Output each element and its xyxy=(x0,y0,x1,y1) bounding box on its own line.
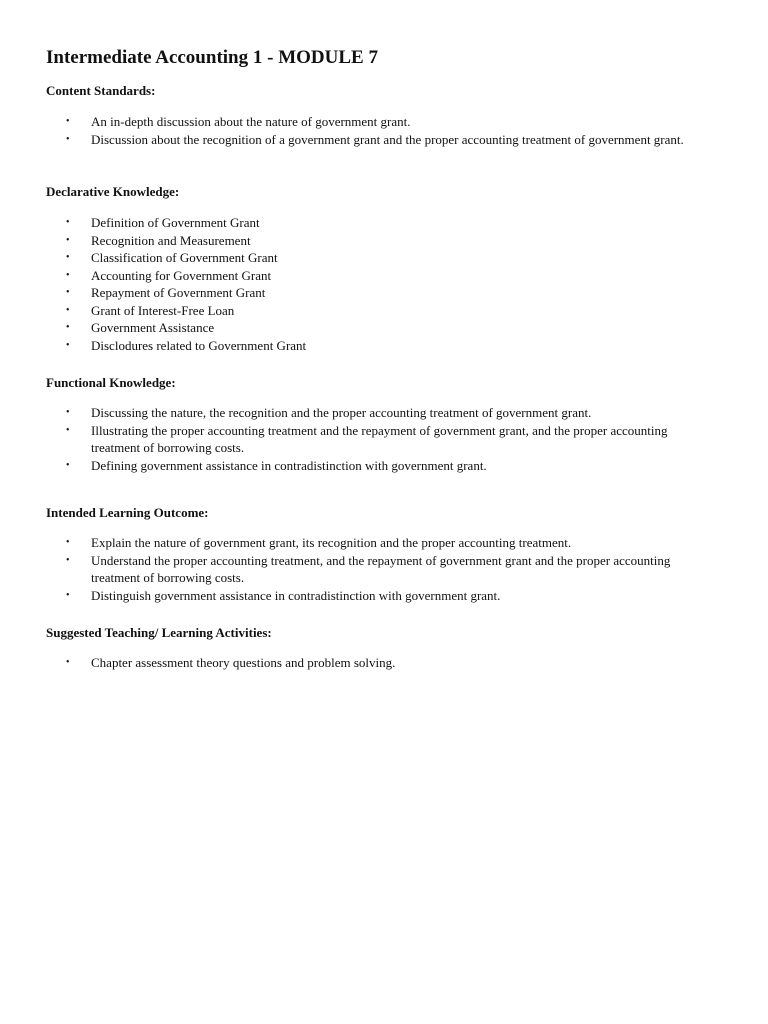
content-standards-list xyxy=(46,113,706,148)
list-item xyxy=(46,249,706,267)
list-item xyxy=(46,232,706,250)
list-item-text: Government Assistance xyxy=(91,320,215,335)
section-heading-declarative-knowledge: Declarative Knowledge: xyxy=(46,184,180,199)
bullet-icon: • xyxy=(66,217,70,228)
bullet-icon: • xyxy=(66,304,70,316)
list-item-text: Grant of Interest-Free Loan xyxy=(91,302,235,318)
bullet-icon: • xyxy=(66,133,70,145)
list-item-text: An in-depth discussion about the nature of government grant. xyxy=(91,114,411,129)
bullet-icon: • xyxy=(66,234,70,246)
section-heading-intended-learning-outcome: Intended Learning Outcome: xyxy=(46,505,209,520)
section-heading-suggested-activities: Suggested Teaching/ Learning Activities: xyxy=(46,625,272,640)
list-item-text: Understand the proper accounting treatment, and the repayment of government grant and the proper accounting treatment of borrowing costs. xyxy=(91,552,671,585)
list-item xyxy=(46,654,706,672)
bullet-icon: • xyxy=(66,537,70,548)
list-item-text: Repayment of Government Grant xyxy=(91,285,266,300)
bullet-icon: • xyxy=(66,554,70,566)
list-item xyxy=(46,534,706,552)
list-item xyxy=(46,404,706,422)
section-heading-content-standards: Content Standards: xyxy=(46,83,156,98)
list-item xyxy=(46,214,706,232)
list-item xyxy=(46,131,706,149)
document-title: Intermediate Accounting 1 - MODULE 7 xyxy=(46,47,378,68)
list-item-text: Discussing the nature, the recognition and the proper accounting treatment of government grant. xyxy=(91,405,592,420)
list-item-text: Recognition and Measurement xyxy=(91,232,251,248)
list-item xyxy=(46,284,706,302)
list-item-text: Explain the nature of government grant, its recognition and the proper accounting treatment. xyxy=(91,535,572,550)
list-item xyxy=(46,587,706,605)
bullet-icon: • xyxy=(66,116,70,127)
list-item-text: Defining government assistance in contradistinction with government grant. xyxy=(91,457,487,473)
bullet-icon: • xyxy=(66,657,70,668)
list-item-text: Discussion about the recognition of a government grant and the proper accounting treatment of government grant. xyxy=(91,131,684,147)
list-item xyxy=(46,457,706,475)
bullet-icon: • xyxy=(66,424,70,436)
list-item-text: Disclodures related to Government Grant xyxy=(91,337,307,353)
declarative-knowledge-list xyxy=(46,214,706,354)
bullet-icon: • xyxy=(66,589,70,601)
list-item xyxy=(46,267,706,285)
list-item-text: Accounting for Government Grant xyxy=(91,267,272,283)
list-item xyxy=(46,319,706,337)
bullet-icon: • xyxy=(66,252,70,263)
functional-knowledge-list xyxy=(46,404,706,474)
bullet-icon: • xyxy=(66,287,70,298)
list-item xyxy=(46,552,706,587)
bullet-icon: • xyxy=(66,459,70,471)
bullet-icon: • xyxy=(66,269,70,281)
bullet-icon: • xyxy=(66,322,70,333)
list-item xyxy=(46,302,706,320)
bullet-icon: • xyxy=(66,339,70,351)
list-item xyxy=(46,113,706,131)
intended-learning-outcome-list xyxy=(46,534,706,604)
list-item-text: Chapter assessment theory questions and problem solving. xyxy=(91,655,396,670)
suggested-activities-list xyxy=(46,654,706,672)
list-item-text: Definition of Government Grant xyxy=(91,215,260,230)
section-heading-functional-knowledge: Functional Knowledge: xyxy=(46,375,176,390)
list-item-text: Classification of Government Grant xyxy=(91,250,278,265)
list-item xyxy=(46,337,706,355)
list-item-text: Illustrating the proper accounting treatment and the repayment of government grant, and the proper accounting treatment of borrowing costs. xyxy=(91,422,668,455)
list-item xyxy=(46,422,706,457)
bullet-icon: • xyxy=(66,407,70,418)
list-item-text: Distinguish government assistance in contradistinction with government grant. xyxy=(91,587,501,603)
